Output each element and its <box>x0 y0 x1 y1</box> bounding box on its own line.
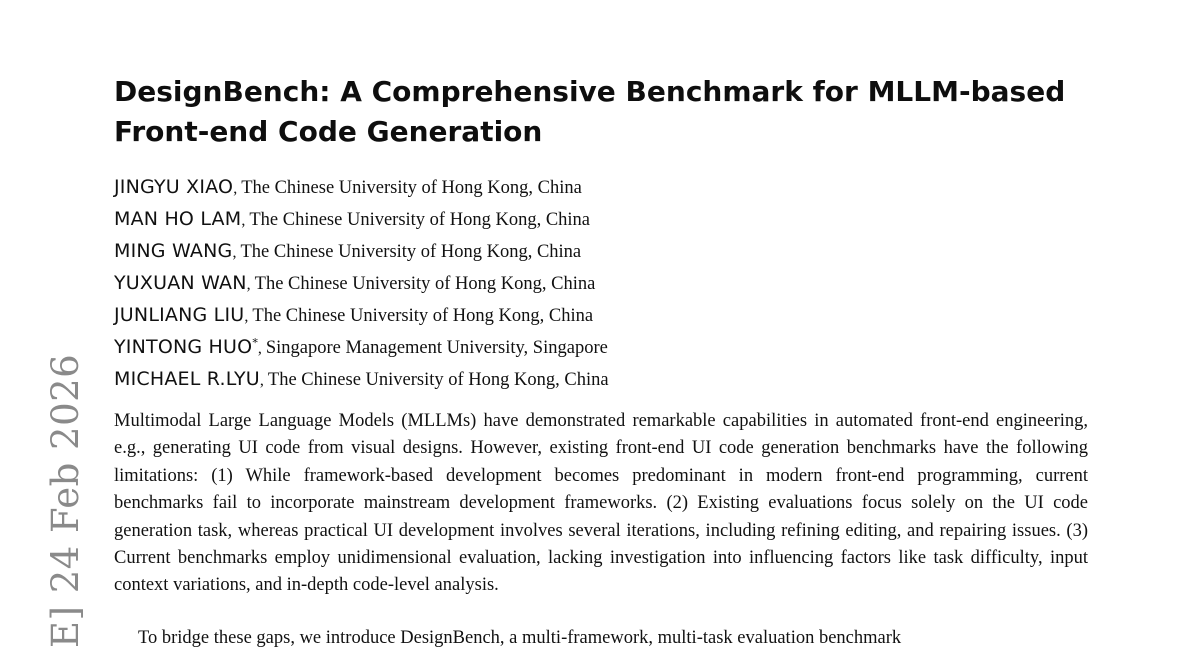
author-affiliation: The Chinese University of Hong Kong, China <box>252 306 594 326</box>
author-affiliation: The Chinese University of Hong Kong, China <box>240 242 582 262</box>
author-entry: MICHAEL R.LYU, The Chinese University of Hong Kong, China <box>114 368 609 390</box>
author-entry: MING WANG, The Chinese University of Hong Kong, China <box>114 240 582 262</box>
abstract-paragraph-continued: To bridge these gaps, we introduce DesignBench, a multi-framework, multi-task evaluation benchmark <box>138 628 902 648</box>
author-entry: JUNLIANG LIU, The Chinese University of Hong Kong, China <box>114 304 594 326</box>
author-affiliation: Singapore Management University, Singapore <box>265 338 608 358</box>
author-name: MAN HO LAM <box>114 208 242 230</box>
author-name: JUNLIANG LIU <box>114 304 245 326</box>
author-list <box>114 171 609 395</box>
author-entry: MAN HO LAM, The Chinese University of Hong Kong, China <box>114 208 591 230</box>
author-entry: YINTONG HUO*, Singapore Management University, Singapore <box>114 336 608 358</box>
author-entry: JINGYU XIAO, The Chinese University of Hong Kong, China <box>114 176 582 198</box>
author-name: MING WANG <box>114 240 233 262</box>
author-name: JINGYU XIAO <box>114 176 234 198</box>
author-affiliation: The Chinese University of Hong Kong, China <box>267 370 609 390</box>
author-name: YUXUAN WAN <box>114 272 247 294</box>
author-mark: * <box>252 336 258 350</box>
abstract-paragraph: Multimodal Large Language Models (MLLMs) have demonstrated remarkable capabilities in automated front-end engineering, e.g., generating UI code from visual designs. However, existing front-end UI code generation benchmarks have the following limitations: (1) While framework-based development becomes predominant in modern front-end programming, current benchmarks fail to incorporate mainstream development frameworks. (2) Existing evaluations focus solely on the UI code generation task, whereas practical UI development involves several iterations, including refining editing, and repairing issues. (3) Current benchmarks employ unidimensional evaluation, lacking investigation into influencing factors like task difficulty, input context variations, and in-depth code-level analysis. <box>114 411 1088 596</box>
paper-title: DesignBench: A Comprehensive Benchmark for MLLM-based Front-end Code Generation <box>114 75 1066 148</box>
author-affiliation: The Chinese University of Hong Kong, China <box>254 274 596 294</box>
author-affiliation: The Chinese University of Hong Kong, China <box>249 210 591 230</box>
author-entry: YUXUAN WAN, The Chinese University of Hong Kong, China <box>114 272 596 294</box>
author-name: MICHAEL R.LYU <box>114 368 260 390</box>
arxiv-side-stamp: E] 24 Feb 2026 <box>44 353 87 648</box>
author-name: YINTONG HUO <box>114 336 253 358</box>
author-affiliation: The Chinese University of Hong Kong, China <box>241 178 582 198</box>
